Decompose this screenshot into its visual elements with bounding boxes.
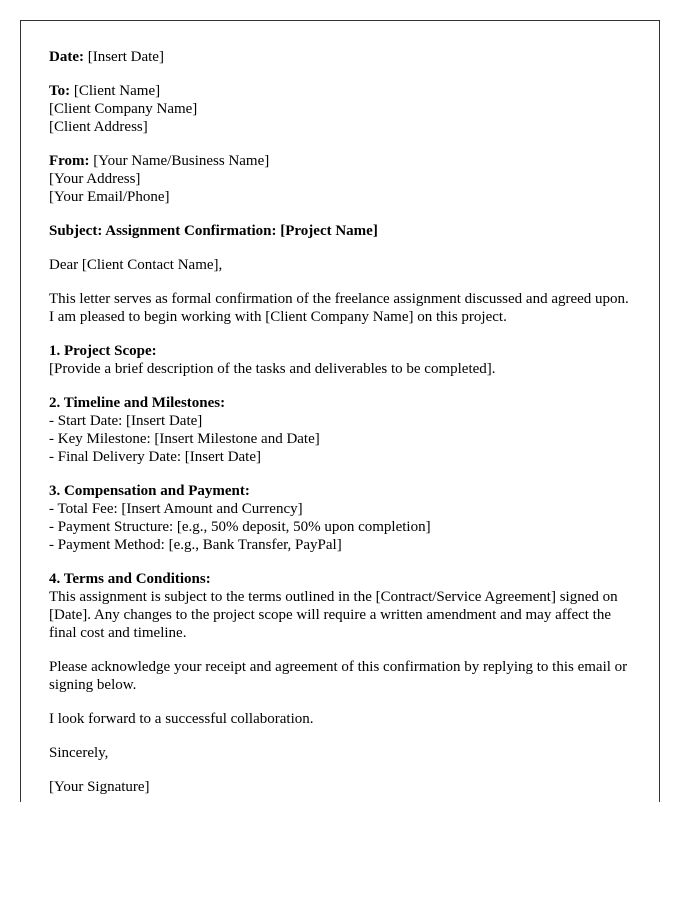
section-text: This assignment is subject to the terms outlined in the [Contract/Service Agreement] signed on [Date]. Any changes to the project scope will require a written amendment and may affect the final cost and timeline.	[49, 589, 618, 641]
from-label: From:	[49, 153, 90, 169]
list-item: - Key Milestone: [Insert Milestone and Date]	[49, 431, 320, 447]
section-heading: 1. Project Scope:	[49, 343, 157, 359]
sender-name: [Your Name/Business Name]	[93, 153, 270, 169]
section-heading: 4. Terms and Conditions:	[49, 571, 211, 587]
letter-page	[20, 20, 660, 802]
signoff: Sincerely,	[49, 745, 109, 761]
list-item: - Start Date: [Insert Date]	[49, 413, 203, 429]
section-compensation	[49, 482, 629, 554]
list-item: - Payment Structure: [e.g., 50% deposit, 50% upon completion]	[49, 519, 431, 535]
signature-placeholder: [Your Signature]	[49, 779, 150, 795]
recipient-block	[49, 82, 629, 136]
sender-block	[49, 152, 629, 206]
sender-contact: [Your Email/Phone]	[49, 189, 170, 205]
list-item: - Total Fee: [Insert Amount and Currency]	[49, 501, 303, 517]
intro-paragraph: This letter serves as formal confirmation of the freelance assignment discussed and agreed upon. I am pleased to begin working with [Client Company Name] on this project.	[49, 291, 629, 325]
closing-line: I look forward to a successful collaboration.	[49, 711, 314, 727]
section-scope	[49, 342, 629, 378]
date-line	[49, 48, 629, 66]
section-heading: 3. Compensation and Payment:	[49, 483, 250, 499]
salutation: Dear [Client Contact Name],	[49, 257, 223, 273]
list-item: - Payment Method: [e.g., Bank Transfer, PayPal]	[49, 537, 342, 553]
acknowledge-paragraph: Please acknowledge your receipt and agreement of this confirmation by replying to this email or signing below.	[49, 659, 628, 693]
date-value: [Insert Date]	[87, 49, 164, 65]
client-company: [Client Company Name]	[49, 101, 198, 117]
list-item: - Final Delivery Date: [Insert Date]	[49, 449, 261, 465]
to-label: To:	[49, 83, 71, 99]
section-timeline	[49, 394, 629, 466]
section-heading: 2. Timeline and Milestones:	[49, 395, 226, 411]
section-text: [Provide a brief description of the tasks and deliverables to be completed].	[49, 361, 496, 377]
section-terms	[49, 570, 629, 642]
date-label: Date:	[49, 49, 84, 65]
subject-line: Subject: Assignment Confirmation: [Project Name]	[49, 223, 378, 239]
client-name: [Client Name]	[73, 83, 161, 99]
client-address: [Client Address]	[49, 119, 148, 135]
sender-address: [Your Address]	[49, 171, 141, 187]
